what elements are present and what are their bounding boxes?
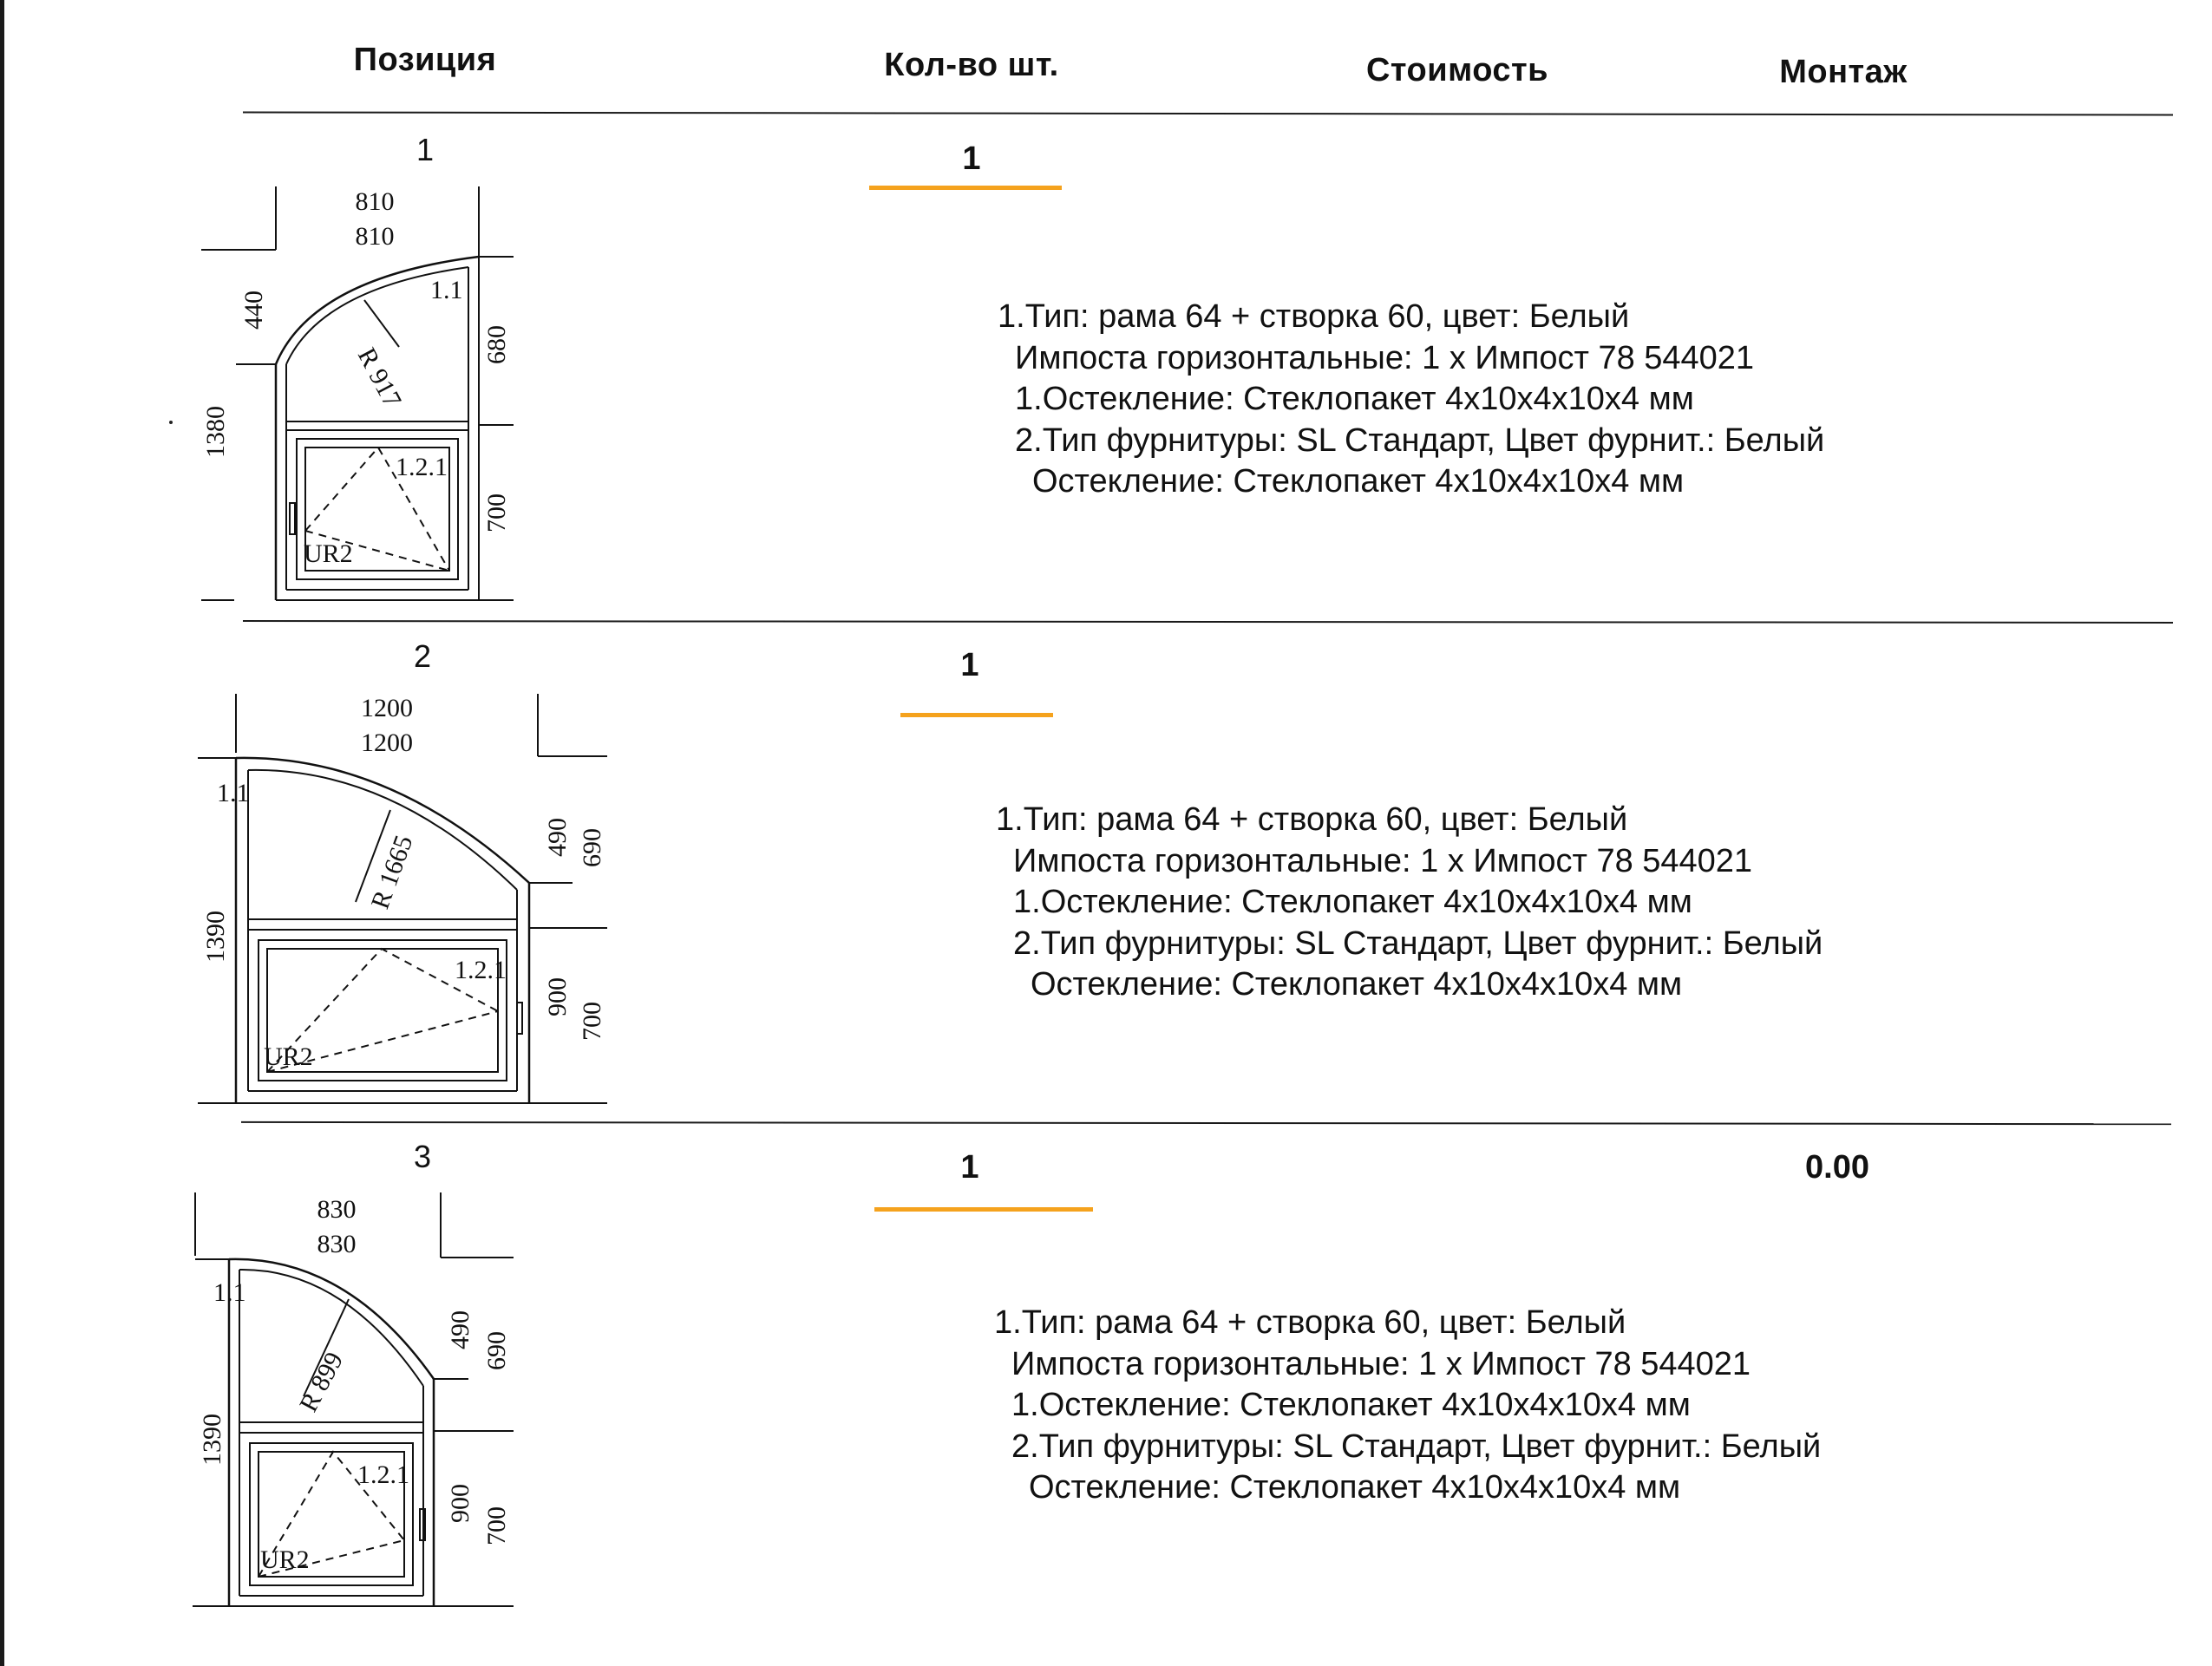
radius-label: R 899 [294, 1347, 350, 1417]
dimension-label: 1200 [361, 694, 413, 722]
spec-line: 1.Тип: рама 64 + створка 60, цвет: Белый [994, 1304, 1626, 1341]
pane-label: 1.1 [217, 779, 250, 807]
dimension-label: 1380 [201, 406, 230, 458]
handle [290, 503, 295, 534]
dimension-label: 490 [446, 1310, 474, 1349]
impost [286, 421, 468, 430]
pane-label: 1.2.1 [396, 453, 448, 481]
dimension-label: 900 [543, 977, 572, 1016]
spec-line: Остекление: Стеклопакет 4x10x4x10x4 мм [1031, 966, 1683, 1003]
impost [239, 1422, 423, 1433]
dimension-label: 700 [482, 1506, 511, 1545]
dimension-label: 680 [482, 325, 511, 364]
radius-line [364, 300, 399, 347]
dimension-label: 690 [578, 828, 606, 867]
spec-line: Импоста горизонтальные: 1 x Импост 78 544021 [1011, 1345, 1751, 1382]
radius-label: R 1665 [365, 831, 419, 913]
spec-line: 1.Тип: рама 64 + створка 60, цвет: Белый [996, 801, 1628, 838]
position-number: 3 [413, 1139, 432, 1174]
mounting-value: 0.00 [1805, 1149, 1869, 1186]
spec-line: Остекление: Стеклопакет 4x10x4x10x4 мм [1029, 1469, 1681, 1506]
dimension-label: 1390 [201, 911, 230, 963]
pane-label: 1.2.1 [357, 1460, 409, 1489]
spec-line: 2.Тип фурнитуры: SL Стандарт, Цвет фурнит.: Белый [1011, 1428, 1822, 1465]
dimension-label: 1390 [198, 1414, 226, 1466]
dimension-label: 700 [578, 1002, 606, 1041]
spec-line: 1.Остекление: Стеклопакет 4x10x4x10x4 мм [1013, 884, 1692, 920]
spec-line: 1.Тип: рама 64 + створка 60, цвет: Белый [998, 298, 1630, 335]
dimension-label: 700 [482, 493, 511, 532]
dimension-label: 810 [355, 222, 395, 251]
spec-line: 2.Тип фурнитуры: SL Стандарт, Цвет фурнит.: Белый [1015, 421, 1825, 459]
handle-code: UR2 [304, 539, 353, 568]
quantity-value: 1 [960, 647, 979, 683]
quantity-value: 1 [962, 140, 981, 177]
spec-line: 1.Остекление: Стеклопакет 4x10x4x10x4 мм [1015, 381, 1694, 417]
spec-line: 2.Тип фурнитуры: SL Стандарт, Цвет фурнит.: Белый [1013, 924, 1823, 962]
header-mounting: Монтаж [1779, 54, 1908, 90]
handle [517, 1003, 522, 1034]
quantity-value: 1 [960, 1149, 979, 1186]
dimension-label: 830 [317, 1230, 357, 1258]
header-position: Позиция [353, 42, 497, 78]
spec-line: Импоста горизонтальные: 1 x Импост 78 544021 [1015, 339, 1755, 376]
header-quantity: Кол-во шт. [884, 47, 1059, 83]
dimension-label: 440 [239, 291, 268, 330]
radius-label: R 917 [351, 343, 408, 413]
dimension-label: 900 [446, 1484, 474, 1523]
pane-label: 1.1 [430, 276, 463, 304]
spec-line: 1.Остекление: Стеклопакет 4x10x4x10x4 мм [1011, 1387, 1691, 1423]
dimension-label: 690 [482, 1331, 511, 1370]
pane-label: 1.2.1 [455, 956, 507, 984]
handle-code: UR2 [264, 1042, 313, 1071]
header-cost: Стоимость [1365, 52, 1549, 88]
pane-label: 1.1 [213, 1278, 246, 1307]
dimension-label: 1200 [361, 728, 413, 757]
dimension-label: 490 [543, 818, 572, 857]
handle-code: UR2 [260, 1545, 310, 1574]
spec-line: Импоста горизонтальные: 1 x Импост 78 544021 [1013, 842, 1753, 879]
dimension-label: 830 [317, 1195, 357, 1224]
position-number: 2 [413, 638, 432, 674]
position-number: 1 [416, 132, 435, 167]
dimension-label: 810 [355, 187, 395, 216]
spec-line: Остекление: Стеклопакет 4x10x4x10x4 мм [1032, 463, 1685, 500]
impost [248, 919, 517, 930]
